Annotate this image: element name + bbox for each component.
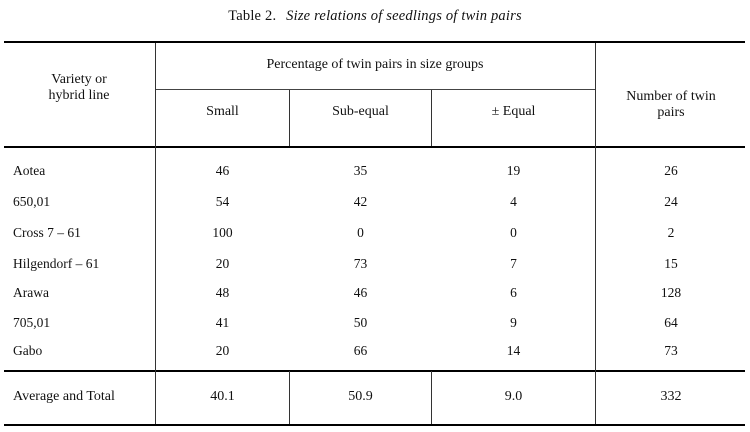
top-rule <box>4 41 745 43</box>
variety-header-line: hybrid line <box>48 88 110 103</box>
row-variety: Gabo <box>13 343 43 358</box>
row-variety: Hilgendorf – 61 <box>13 256 100 271</box>
row-count: 2 <box>667 225 675 240</box>
bottom-rule <box>4 424 745 426</box>
row-sub-equal: 35 <box>353 163 368 178</box>
table-title: Size relations of seedlings of twin pairs <box>286 8 522 24</box>
row-equal: 14 <box>506 343 521 358</box>
row-sub-equal: 0 <box>357 225 364 240</box>
variety-column-header <box>14 72 144 104</box>
row-count: 128 <box>660 285 682 300</box>
row-small: 54 <box>215 194 230 209</box>
total-rule <box>4 370 745 372</box>
equal-column-header: ± Equal <box>491 104 536 119</box>
variety-header-line: Variety or <box>51 72 107 87</box>
row-equal: 0 <box>510 225 517 240</box>
row-sub-equal: 42 <box>353 194 368 209</box>
table-caption <box>0 8 750 25</box>
count-header-line: pairs <box>657 105 685 120</box>
total-sub-equal: 50.9 <box>348 389 373 404</box>
row-equal: 6 <box>510 285 517 300</box>
total-row-label: Average and Total <box>13 389 115 404</box>
row-sub-equal: 46 <box>353 285 368 300</box>
row-equal: 19 <box>506 163 521 178</box>
row-equal: 4 <box>510 194 517 209</box>
row-small: 20 <box>215 343 230 358</box>
row-equal: 7 <box>510 256 517 271</box>
group-underline <box>155 89 595 90</box>
count-column-header <box>596 89 746 121</box>
sub-equal-column-header: Sub-equal <box>332 104 389 119</box>
row-variety: 650,01 <box>13 194 51 209</box>
row-variety: 705,01 <box>13 315 51 330</box>
row-count: 64 <box>664 315 678 330</box>
row-count: 73 <box>664 343 678 358</box>
row-variety: Cross 7 – 61 <box>13 225 81 240</box>
total-small: 40.1 <box>210 389 235 404</box>
count-header-line: Number of twin <box>626 89 716 104</box>
header-rule <box>4 146 745 148</box>
row-variety: Aotea <box>13 163 46 178</box>
row-count: 26 <box>664 163 678 178</box>
row-sub-equal: 66 <box>353 343 368 358</box>
row-small: 100 <box>212 225 233 240</box>
row-sub-equal: 73 <box>353 256 368 271</box>
row-equal: 9 <box>510 315 517 330</box>
row-small: 20 <box>215 256 230 271</box>
size-group-header: Percentage of twin pairs in size groups <box>266 57 484 72</box>
row-count: 15 <box>664 256 678 271</box>
row-variety: Arawa <box>13 285 49 300</box>
row-small: 41 <box>215 315 230 330</box>
total-equal: 9.0 <box>504 389 523 404</box>
row-count: 24 <box>664 194 678 209</box>
row-small: 48 <box>215 285 230 300</box>
small-column-header: Small <box>206 104 239 119</box>
table-number: Table 2. <box>228 8 277 24</box>
total-count: 332 <box>660 389 682 404</box>
row-sub-equal: 50 <box>353 315 368 330</box>
row-small: 46 <box>215 163 230 178</box>
